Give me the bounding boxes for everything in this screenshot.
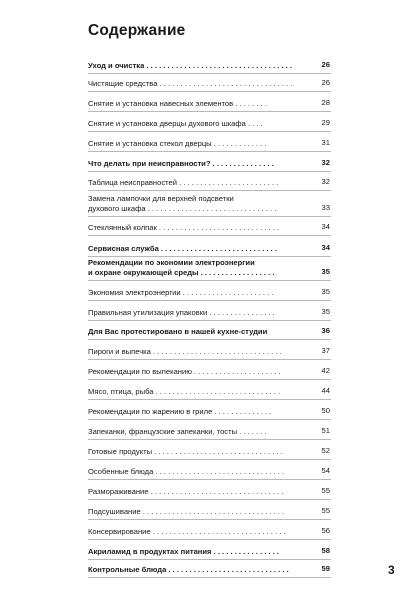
toc-entry	[88, 520, 331, 540]
toc-entry	[88, 340, 331, 360]
toc-entry	[88, 540, 331, 560]
toc-entry-page: 35	[321, 267, 330, 276]
toc-entry-title: Особенные блюда . . . . . . . . . . . . . . . . . . . . . . . . . . . . . . .	[88, 467, 285, 476]
toc-entry-page: 29	[321, 118, 330, 127]
toc-entry-title: Подсушивание . . . . . . . . . . . . . . . . . . . . . . . . . . . . . . . . . .	[88, 507, 285, 516]
toc-entry-title: Замена лампочки для верхней подсветки духового шкафа . . . . . . . . . . . . . . . . . . . . . . . . . . . . . . .	[88, 194, 277, 213]
toc-entry-page: 58	[321, 546, 330, 555]
toc-entry	[88, 152, 331, 172]
toc-entry-title: Пироги и выпечка . . . . . . . . . . . . . . . . . . . . . . . . . . . . . . .	[88, 347, 282, 356]
toc-entry-title: Для Вас протестировано в нашей кухне-студии	[88, 327, 268, 336]
toc-entry	[88, 321, 331, 340]
toc-entry-title: Сервисная служба . . . . . . . . . . . . . . . . . . . . . . . . . . . .	[88, 244, 277, 253]
toc-entry-page: 56	[321, 526, 330, 535]
toc-entry-page: 50	[321, 406, 330, 415]
toc-entry	[88, 92, 331, 112]
toc-entry-page: 26	[321, 60, 330, 69]
table-of-contents	[88, 60, 331, 578]
toc-entry	[88, 301, 331, 321]
toc-entry	[88, 74, 331, 92]
toc-entry	[88, 217, 331, 236]
toc-entry-title: Уход и очистка . . . . . . . . . . . . . . . . . . . . . . . . . . . . . . . . . . .	[88, 61, 292, 70]
toc-entry	[88, 132, 331, 152]
toc-entry	[88, 112, 331, 132]
toc-entry	[88, 480, 331, 500]
toc-entry	[88, 257, 331, 281]
toc-entry-title: Экономия электроэнергии . . . . . . . . . . . . . . . . . . . . . .	[88, 288, 274, 297]
toc-entry	[88, 500, 331, 520]
toc-entry	[88, 60, 331, 74]
toc-entry-title: Размораживание . . . . . . . . . . . . . . . . . . . . . . . . . . . . . . . .	[88, 487, 284, 496]
toc-entry	[88, 400, 331, 420]
toc-entry-page: 28	[321, 98, 330, 107]
toc-entry-title: Снятие и установка стекол дверцы . . . . . . . . . . . . .	[88, 139, 267, 148]
toc-entry-title: Правильная утилизация упаковки . . . . . . . . . . . . . . . .	[88, 308, 275, 317]
toc-entry-title: Снятие и установка дверцы духового шкафа . . . .	[88, 119, 263, 128]
toc-entry	[88, 380, 331, 400]
toc-entry	[88, 191, 331, 217]
toc-entry-page: 42	[321, 366, 330, 375]
toc-entry-page: 51	[321, 426, 330, 435]
toc-entry	[88, 560, 331, 578]
toc-entry	[88, 281, 331, 301]
page-number: 3	[388, 563, 395, 577]
toc-entry-page: 32	[321, 158, 330, 167]
toc-entry	[88, 460, 331, 480]
toc-entry	[88, 360, 331, 380]
toc-entry-page: 34	[321, 243, 330, 252]
toc-entry-page: 59	[321, 564, 330, 573]
toc-entry-page: 52	[321, 446, 330, 455]
toc-entry	[88, 420, 331, 440]
toc-entry-title: Рекомендации по жарению в гриле . . . . . . . . . . . . . .	[88, 407, 272, 416]
toc-entry-page: 35	[321, 287, 330, 296]
toc-entry-title: Консервирование . . . . . . . . . . . . . . . . . . . . . . . . . . . . . . . .	[88, 527, 286, 536]
toc-entry	[88, 440, 331, 460]
toc-entry-page: 37	[321, 346, 330, 355]
toc-entry-page: 44	[321, 386, 330, 395]
toc-entry-page: 34	[321, 222, 330, 231]
toc-entry-title: Контрольные блюда . . . . . . . . . . . . . . . . . . . . . . . . . . . . .	[88, 565, 289, 574]
toc-entry-page: 33	[321, 203, 330, 212]
toc-entry-page: 36	[321, 326, 330, 335]
toc-entry-title: Стеклянный колпак . . . . . . . . . . . . . . . . . . . . . . . . . . . . .	[88, 223, 280, 232]
toc-entry-title: Что делать при неисправности? . . . . . . . . . . . . . . .	[88, 159, 274, 168]
toc-entry-title: Снятие и установка навесных элементов . . . . . . . .	[88, 99, 267, 108]
toc-entry-page: 35	[321, 307, 330, 316]
toc-entry-title: Мясо, птица, рыба . . . . . . . . . . . . . . . . . . . . . . . . . . . . . .	[88, 387, 281, 396]
toc-entry-title: Чистящие средства . . . . . . . . . . . . . . . . . . . . . . . . . . . . . . . .	[88, 79, 293, 88]
toc-entry-title: Рекомендации по выпеканию . . . . . . . . . . . . . . . . . . . . .	[88, 367, 281, 376]
toc-entry-title: Готовые продукты . . . . . . . . . . . . . . . . . . . . . . . . . . . . . . .	[88, 447, 283, 456]
toc-entry	[88, 236, 331, 257]
toc-entry-title: Запеканки, французские запеканки, тосты . . . . . . .	[88, 427, 267, 436]
toc-entry-page: 55	[321, 486, 330, 495]
toc-entry-page: 26	[321, 78, 330, 87]
toc-entry-page: 31	[321, 138, 330, 147]
page-title: Содержание	[88, 22, 186, 39]
toc-entry	[88, 172, 331, 191]
toc-entry-page: 54	[321, 466, 330, 475]
toc-entry-title: Акриламид в продуктах питания . . . . . . . . . . . . . . . .	[88, 547, 280, 556]
toc-entry-title: Рекомендации по экономии электроэнергии и охране окружающей среды . . . . . . . . . . . . . . . . . .	[88, 258, 275, 277]
toc-entry-page: 32	[321, 177, 330, 186]
toc-entry-page: 55	[321, 506, 330, 515]
toc-entry-title: Таблица неисправностей . . . . . . . . . . . . . . . . . . . . . . . .	[88, 178, 279, 187]
